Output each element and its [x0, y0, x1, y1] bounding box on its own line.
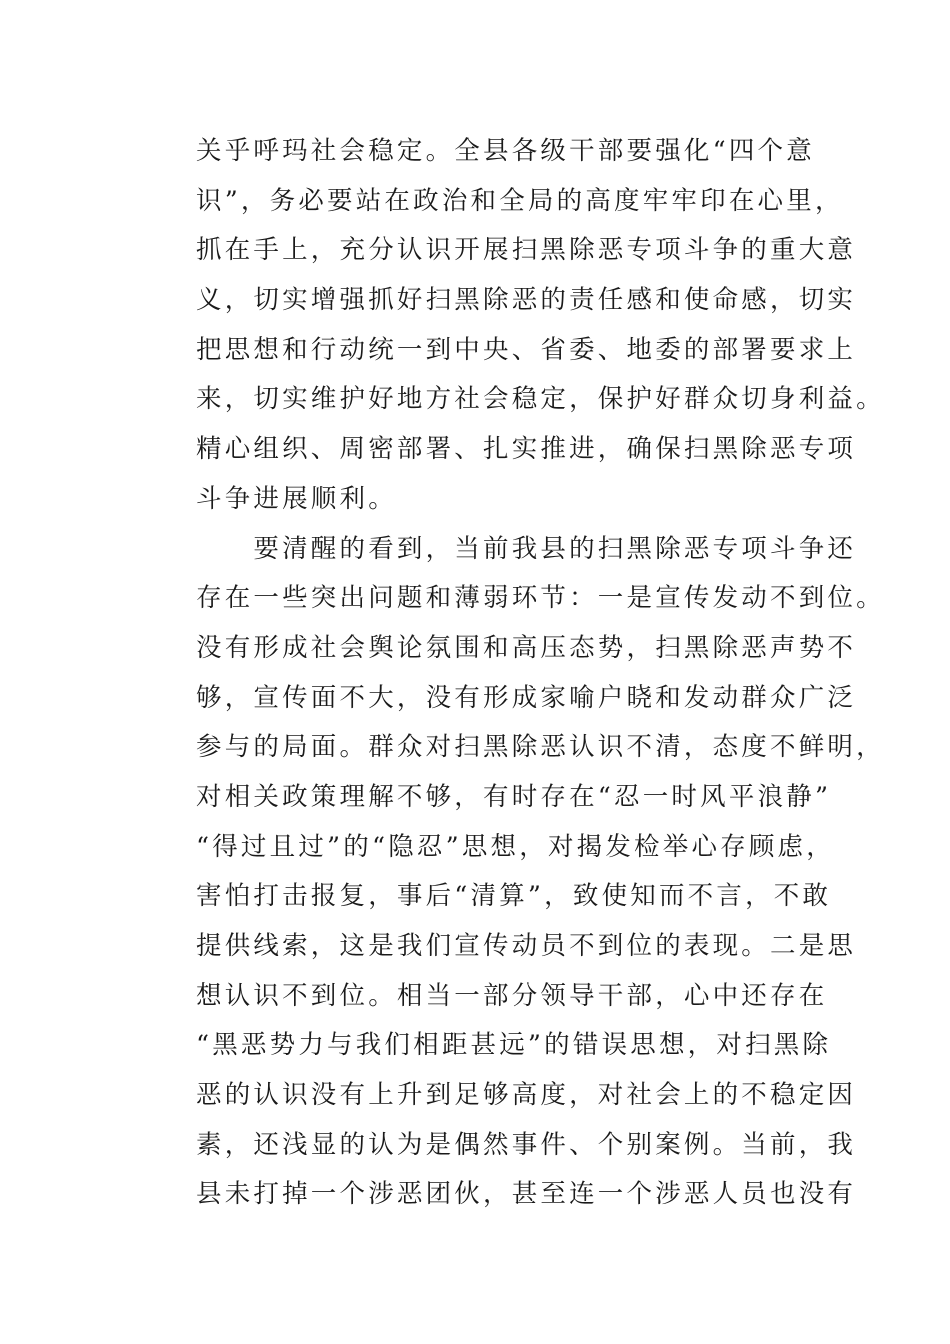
text-line: 想认识不到位。相当一部分领导干部，心中还存在	[196, 980, 828, 1011]
text-line: 参与的局面。群众对扫黑除恶认识不清，态度不鲜明，	[196, 732, 885, 763]
text-line: 斗争进展顺利。	[196, 483, 397, 514]
text-line: 抓在手上，充分认识开展扫黑除恶专项斗争的重大意	[196, 235, 857, 266]
text-line: 恶的认识没有上升到足够高度，对社会上的不稳定因	[196, 1080, 857, 1111]
text-line: 把思想和行动统一到中央、省委、地委的部署要求上	[196, 334, 857, 365]
text-line: 对相关政策理解不够，有时存在“忍一时风平浪静”	[196, 781, 832, 812]
text-line: 精心组织、周密部署、扎实推进，确保扫黑除恶专项	[196, 434, 857, 465]
text-line: 够，宣传面不大，没有形成家喻户晓和发动群众广泛	[196, 682, 857, 713]
text-line: 提供线索，这是我们宣传动员不到位的表现。二是思	[196, 931, 857, 961]
text-line: 存在一些突出问题和薄弱环节：一是宣传发动不到位。	[196, 583, 885, 614]
text-line: 来，切实维护好地方社会稳定，保护好群众切身利益。	[196, 384, 885, 415]
text-line: 关乎呼玛社会稳定。全县各级干部要强化“四个意	[196, 136, 815, 166]
text-line: 义，切实增强抓好扫黑除恶的责任感和使命感，切实	[196, 285, 857, 316]
body-text	[196, 127, 885, 1220]
text-line: 素，还浅显的认为是偶然事件、个别案例。当前，我	[196, 1129, 857, 1160]
text-line: “黑恶势力与我们相距甚远”的错误思想，对扫黑除	[196, 1030, 832, 1061]
text-line: 识”，务必要站在政治和全局的高度牢牢印在心里，	[196, 185, 844, 216]
text-line: 要清醒的看到，当前我县的扫黑除恶专项斗争还	[196, 533, 857, 564]
text-line: 没有形成社会舆论氛围和高压态势，扫黑除恶声势不	[196, 632, 857, 663]
text-line: 害怕打击报复，事后“清算”，致使知而不言，不敢	[196, 881, 832, 912]
text-line: “得过且过”的“隐忍”思想，对揭发检举心存顾虑，	[196, 831, 835, 862]
text-line: 县未打掉一个涉恶团伙，甚至连一个涉恶人员也没有	[196, 1179, 857, 1210]
